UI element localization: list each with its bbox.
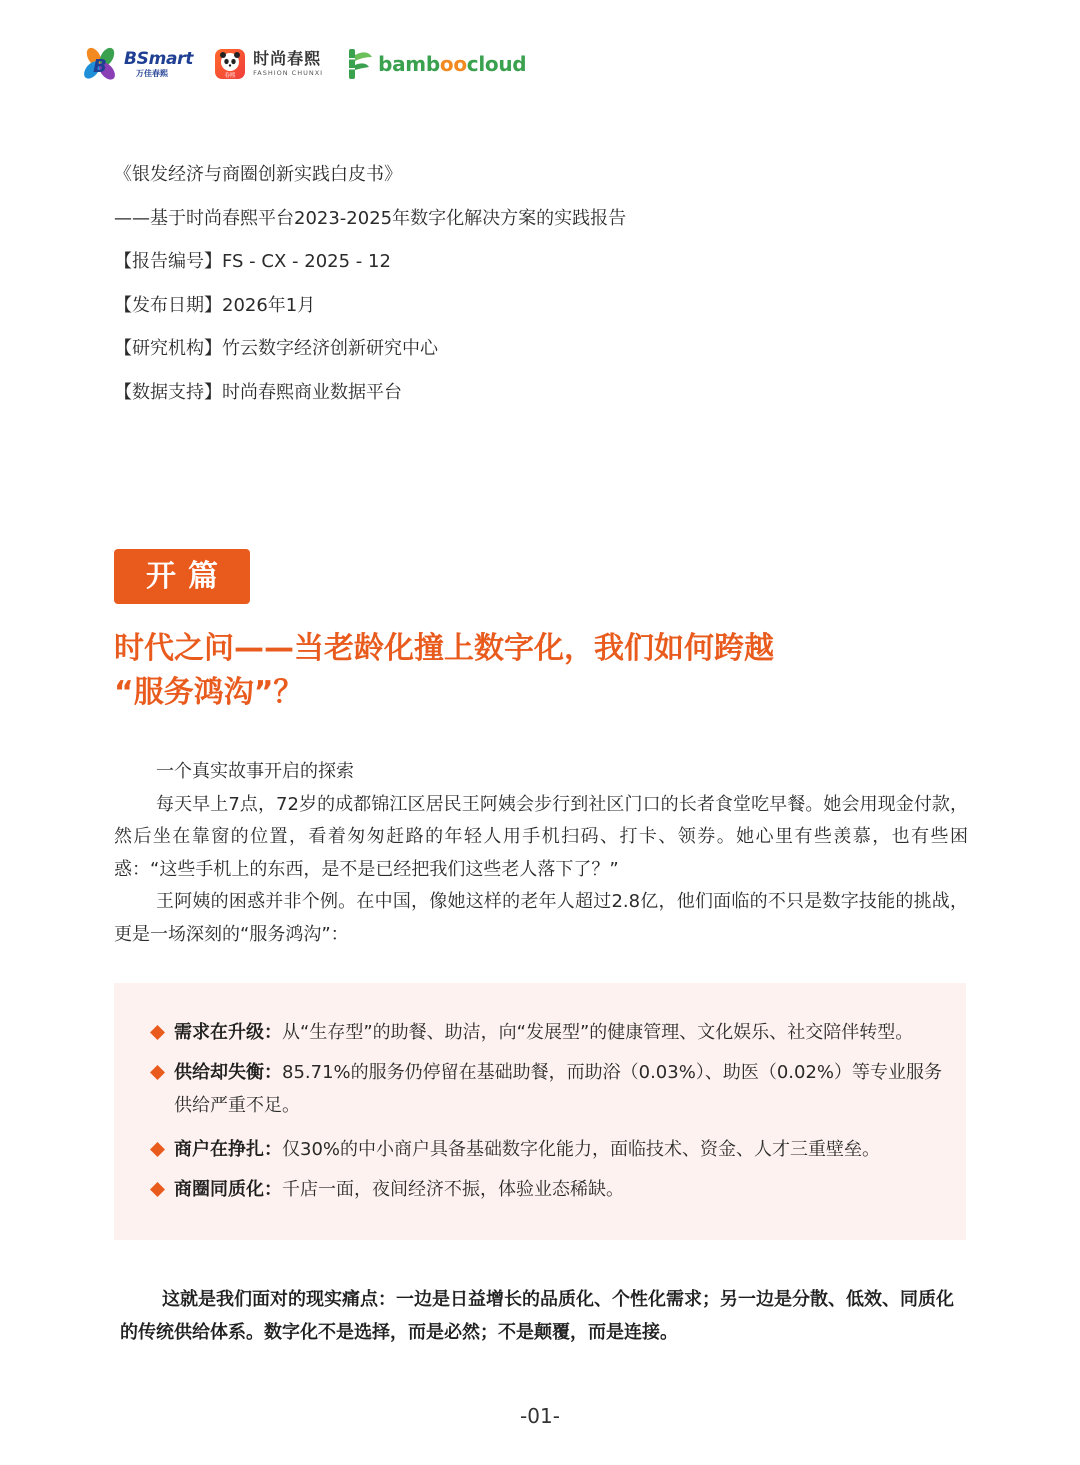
intro-body bbox=[114, 756, 968, 952]
pain-point-text: 仅30%的中小商户具备基础数字化能力，面临技术、资金、人才三重壁垒。 bbox=[282, 1139, 881, 1160]
data-support: 【数据支持】时尚春熙商业数据平台 bbox=[114, 381, 402, 403]
intro-paragraph-1: 一个真实故事开启的探索 bbox=[156, 761, 354, 782]
section-headline bbox=[114, 627, 874, 715]
pain-point-label: 商户在挣扎： bbox=[174, 1139, 282, 1160]
diamond-bullet-icon bbox=[150, 1065, 165, 1080]
conclusion-paragraph: 这就是我们面对的现实痛点：一边是日益增长的品质化、个性化需求；另一边是分散、低效、同质化的传统供给体系。数字化不是选择，而是必然；不是颠覆，而是连接。 bbox=[120, 1289, 954, 1343]
section-tag: 开篇 bbox=[114, 549, 250, 604]
pain-point-text: 千店一面，夜间经济不振，体验业态稀缺。 bbox=[282, 1179, 624, 1200]
report-title: 《银发经济与商圈创新实践白皮书》 bbox=[114, 164, 402, 185]
bamboocloud-wordmark: bamboocloud bbox=[378, 52, 527, 76]
report-meta bbox=[114, 153, 626, 415]
header-logos bbox=[80, 44, 548, 84]
svg-text:B: B bbox=[93, 56, 107, 77]
report-subtitle: ——基于时尚春熙平台2023-2025年数字化解决方案的实践报告 bbox=[114, 207, 627, 229]
diamond-bullet-icon bbox=[150, 1025, 165, 1040]
pain-point-text: 从“生存型”的助餐、助洁，向“发展型”的健康管理、文化娱乐、社交陪伴转型。 bbox=[282, 1022, 914, 1043]
pain-point-item bbox=[150, 1016, 954, 1049]
bsmart-subtitle: 万佳春熙 bbox=[136, 68, 168, 78]
diamond-bullet-icon bbox=[150, 1182, 165, 1197]
publish-date: 【发布日期】2026年1月 bbox=[114, 294, 316, 316]
page-number: -01- bbox=[520, 1404, 560, 1428]
chunxi-logo bbox=[215, 49, 323, 79]
intro-paragraph-3: 王阿姨的困惑并非个例。在中国，像她这样的老年人超过2.8亿，他们面临的不只是数字技能的挑战，更是一场深刻的“服务鸿沟”： bbox=[114, 891, 968, 945]
chunxi-badge-text: 春熙 bbox=[224, 73, 236, 79]
bsmart-wordmark: BSmart bbox=[124, 48, 194, 69]
bamboocloud-logo bbox=[345, 47, 526, 81]
pain-point-item bbox=[150, 1056, 954, 1122]
bsmart-pinwheel-icon bbox=[80, 45, 120, 83]
pain-points-box bbox=[114, 983, 966, 1240]
headline-line-1: 时代之问——当老龄化撞上数字化，我们如何跨越 bbox=[114, 631, 774, 666]
chunxi-wordmark: 时尚春熙 bbox=[253, 49, 322, 69]
bamboo-icon bbox=[345, 47, 375, 81]
pain-point-item bbox=[150, 1173, 954, 1206]
pain-point-item bbox=[150, 1133, 954, 1166]
chunxi-subtitle: FASHION CHUNXI bbox=[253, 69, 324, 78]
pain-point-label: 商圈同质化： bbox=[174, 1179, 282, 1200]
pain-point-label: 供给却失衡： bbox=[174, 1062, 282, 1083]
diamond-bullet-icon bbox=[150, 1142, 165, 1157]
pain-point-label: 需求在升级： bbox=[174, 1022, 282, 1043]
headline-line-2: “服务鸿沟”？ bbox=[114, 675, 304, 710]
intro-paragraph-2: 每天早上7点，72岁的成都锦江区居民王阿姨会步行到社区门口的长者食堂吃早餐。她会用现金付款，然后坐在靠窗的位置，看着匆匆赶路的年轻人用手机扫码、打卡、领券。她心里有些羡慕，也有些困惑：“这些手机上的东西，是不是已经把我们这些老人落下了？” bbox=[114, 793, 968, 880]
research-institution: 【研究机构】竹云数字经济创新研究中心 bbox=[114, 338, 438, 360]
pain-point-text: 85.71%的服务仍停留在基础助餐，而助浴（0.03%）、助医（0.02%）等专业服务供给严重不足。 bbox=[174, 1062, 942, 1116]
report-number: 【报告编号】FS - CX - 2025 - 12 bbox=[114, 251, 391, 273]
bsmart-logo bbox=[80, 45, 193, 83]
panda-icon bbox=[215, 49, 245, 79]
